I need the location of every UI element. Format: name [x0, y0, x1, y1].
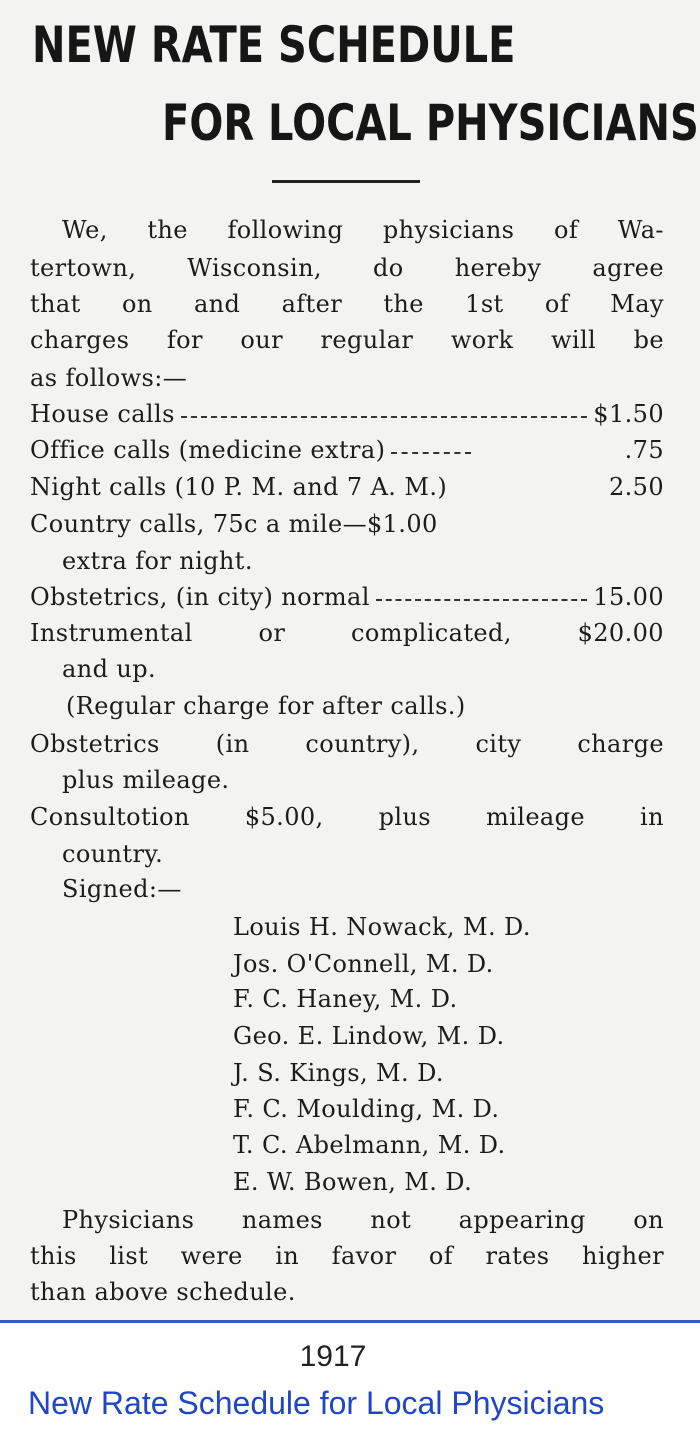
rate-obstetrics-city	[30, 585, 664, 609]
headline-divider	[272, 180, 420, 183]
intro-line-3: that on and after the 1st of May	[30, 290, 664, 318]
rate-consultation-line-1: Consultotion $5.00, plus mileage in	[30, 803, 664, 831]
signatory: F. C. Haney, M. D.	[233, 985, 458, 1013]
signatory: Louis H. Nowack, M. D.	[233, 913, 531, 941]
rate-instrumental-line-2: and up.	[62, 655, 157, 683]
closing-line-1: Physicians names not appearing on	[62, 1206, 664, 1234]
intro-line-4: charges for our regular work will be	[30, 326, 664, 354]
rate-label: Obstetrics, (in city) normal	[30, 583, 370, 611]
leader-dots	[391, 452, 471, 454]
leader-dots	[181, 416, 587, 418]
intro-line-5: as follows:—	[30, 364, 188, 392]
headline-line-2: FOR LOCAL PHYSICIANS	[162, 94, 699, 152]
signatory: T. C. Abelmann, M. D.	[233, 1131, 506, 1159]
headline-line-1: NEW RATE SCHEDULE	[32, 16, 516, 74]
intro-line-1: We, the following physicians of Wa-	[62, 216, 664, 244]
rate-label: House calls	[30, 400, 175, 428]
rate-consultation-line-2: country.	[62, 840, 164, 868]
rate-instrumental-line-1: Instrumental or complicated, $20.00	[30, 619, 664, 647]
signatory: J. S. Kings, M. D.	[233, 1059, 444, 1087]
signatory: E. W. Bowen, M. D.	[233, 1168, 473, 1196]
rate-label: Office calls (medicine extra)	[30, 436, 386, 464]
caption-title: New Rate Schedule for Local Physicians	[28, 1385, 605, 1421]
signatory: F. C. Moulding, M. D.	[233, 1095, 500, 1123]
rate-amount: $1.50	[593, 400, 664, 428]
rate-obstetrics-country-line-1: Obstetrics (in country), city charge	[30, 730, 664, 758]
rate-house-calls	[30, 402, 664, 426]
rate-amount: .75	[624, 436, 664, 464]
closing-line-3: than above schedule.	[30, 1278, 296, 1306]
rate-office-calls	[30, 438, 664, 462]
rate-country-calls-line-2: extra for night.	[62, 547, 253, 575]
rate-after-calls-note: (Regular charge for after calls.)	[66, 692, 466, 720]
rate-night-calls	[30, 475, 664, 499]
rate-label: Night calls (10 P. M. and 7 A. M.)	[30, 473, 448, 501]
signatory: Geo. E. Lindow, M. D.	[233, 1022, 505, 1050]
rate-amount: 15.00	[593, 583, 664, 611]
signed-label: Signed:—	[62, 875, 182, 903]
rate-country-calls-line-1: Country calls, 75c a mile—$1.00	[30, 510, 438, 538]
rate-amount: 2.50	[608, 473, 664, 501]
intro-line-2: tertown, Wisconsin, do hereby agree	[30, 254, 664, 282]
caption-year: 1917	[299, 1340, 367, 1373]
signatory: Jos. O'Connell, M. D.	[233, 950, 494, 978]
caption-divider	[0, 1320, 700, 1323]
rate-obstetrics-country-line-2: plus mileage.	[62, 766, 230, 794]
leader-dots	[376, 599, 588, 601]
closing-line-2: this list were in favor of rates higher	[30, 1242, 664, 1270]
